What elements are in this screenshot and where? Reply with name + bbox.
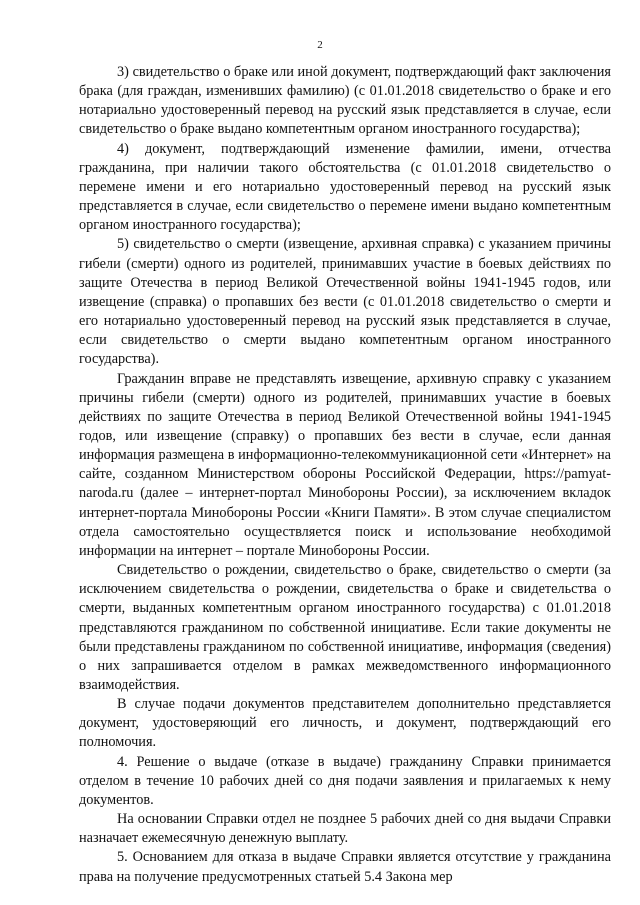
paragraph-section-4-decision: 4. Решение о выдаче (отказе в выдаче) гражданину Справки принимается отделом в течение 10 рабочих дней со дня подачи заявления и прилагаемых к нему документов.	[79, 753, 611, 808]
paragraph-representative: В случае подачи документов представителем дополнительно представляется документ, удостоверяющий его личность, и документ, подтверждающий его полномочия.	[79, 696, 611, 751]
paragraph-monthly-payment: На основании Справки отдел не позднее 5 рабочих дней со дня выдачи Справки назначает ежемесячную денежную выплату.	[79, 811, 611, 847]
paragraph-section-5-refusal: 5. Основанием для отказа в выдаче Справки является отсутствие у гражданина права на получение предусмотренных статьей 5.4 Закона мер	[79, 849, 611, 885]
paragraph-optional-notice: Гражданин вправе не представлять извещение, архивную справку с указанием причины гибели (смерти) одного из родителей, принимавших участие в боевых действиях по защите Отечества в период Великой Отечественной войны 1941-1945 годов, или извещение (справку) о пропавших без вести в случае, если данная информация размещена в информационно-телекоммуникационной сети «Интернет» на сайте, созданном Министерством обороны Российской Федерации, https://pamyat-naroda.ru (далее – интернет-портал Минобороны России), за исключением вкладок интернет-портала Минобороны России «Книги Памяти». В этом случае специалистом отдела самостоятельно осуществляется поиск и использование необходимой информации на интернет – портале Минобороны России.	[79, 370, 611, 559]
paragraph-item-3-marriage-certificate: 3) свидетельство о браке или иной документ, подтверждающий факт заключения брака (для граждан, изменивших фамилию) (с 01.01.2018 свидетельство о браке и его нотариально удостоверенный перевод на русский язык представляется в случае, если свидетельство о браке выдано компетентным органом иностранного государства);	[79, 64, 611, 138]
paragraph-item-4-name-change-document: 4) документ, подтверждающий изменение фамилии, имени, отчества гражданина, при наличии такого обстоятельства (с 01.01.2018 свидетельство о перемене имени и его нотариально удостоверенный перевод на русский язык представляется в случае, если свидетельство о перемене имени выдано компетентным органом иностранного государства);	[79, 140, 611, 234]
paragraph-certificates-own-initiative: Свидетельство о рождении, свидетельство о браке, свидетельство о смерти (за исключением свидетельства о рождении, свидетельства о браке и свидетельства о смерти, выданных компетентным органом иностранного государства) с 01.01.2018 представляются гражданином по собственной инициативе. Если такие документы не были представлены гражданином по собственной инициативе, информация (сведения) о них запрашивается отделом в рамках межведомственного информационного взаимодействия.	[79, 562, 611, 693]
paragraph-item-5-death-certificate: 5) свидетельство о смерти (извещение, архивная справка) с указанием причины гибели (смерти) одного из родителей, принимавших участие в боевых действиях по защите Отечества в период Великой Отечественной войны 1941-1945 годов, или извещение (справка) о пропавших без вести (с 01.01.2018 свидетельство о смерти и его нотариально удостоверенный перевод на русский язык представляется в случае, если свидетельство о смерти выдано компетентным органом иностранного государства).	[79, 236, 611, 368]
document-body	[79, 63, 611, 887]
page-number: 2	[317, 39, 323, 51]
